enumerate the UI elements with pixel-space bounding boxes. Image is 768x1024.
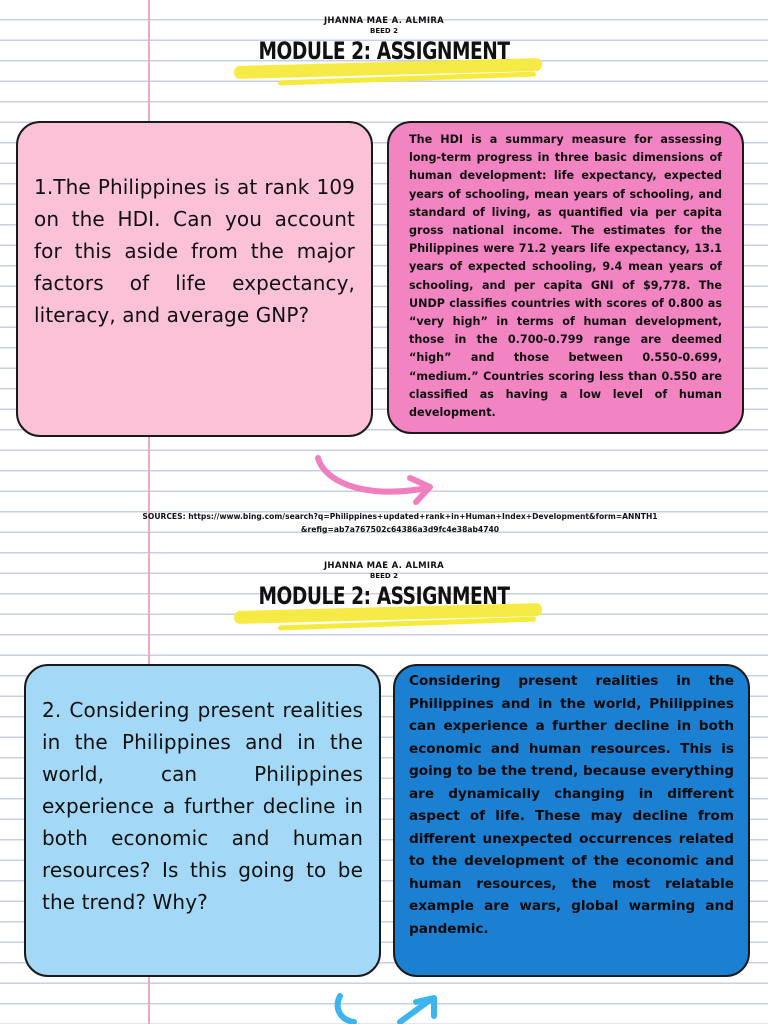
answer-card-1 bbox=[387, 121, 744, 434]
answer-text-2: Considering present realities in the Philippines and in the world, Philippines can experience a further decline in both economic and human resources. This is going to be the trend, because everything are dynamically changing in different aspect of life. These may decline from different unexpected occurrences related to the development of the economic and human resources, the most relatable example are wars, global warming and pandemic. bbox=[409, 673, 734, 937]
author-name: JHANNA MAE A. ALMIRA bbox=[323, 16, 445, 26]
question-text-2: 2. Considering present realities in the Philippines and in the world, can Philippines experience a further decline in both economic and human resources? Is this going to be the trend? Why? bbox=[42, 698, 363, 914]
page-title: MODULE 2: ASSIGNMENT bbox=[258, 37, 510, 65]
curved-arrow-icon-2 bbox=[330, 990, 450, 1024]
course-label: BEED 2 bbox=[369, 572, 399, 580]
header-section-1 bbox=[0, 16, 768, 65]
curved-arrow-icon bbox=[310, 450, 440, 510]
header-section-2 bbox=[0, 561, 768, 610]
sources-text: SOURCES: https://www.bing.com/search?q=Philippines+updated+rank+in+Human+Index+Development&form=ANNTH1&refig=ab7a767502c64386a3d9fc4e38ab4740 bbox=[142, 512, 658, 534]
title-wrap bbox=[238, 37, 530, 65]
question-card-1 bbox=[16, 121, 373, 437]
author-name: JHANNA MAE A. ALMIRA bbox=[323, 561, 445, 571]
course-label: BEED 2 bbox=[369, 27, 399, 35]
answer-card-2 bbox=[393, 664, 750, 977]
question-card-2 bbox=[24, 664, 381, 977]
page-title: MODULE 2: ASSIGNMENT bbox=[258, 582, 510, 610]
title-wrap bbox=[238, 582, 530, 610]
answer-text-1: The HDI is a summary measure for assessing long-term progress in three basic dimensions of human development: life expectancy, expected years of schooling, mean years of schooling, and standard of living, as quantified via per capita gross national income. The estimates for the Philippines were 71.2 years life expectancy, 13.1 years of expected schooling, 9.4 mean years of schooling, and per capita GNI of $9,778. The UNDP classifies countries with scores of 0.800 as “very high” in terms of human development, those in the 0.700-0.799 range are deemed “high” and those between 0.550-0.699, “medium.” Countries scoring less than 0.550 are classified as having a low level of human development. bbox=[409, 133, 722, 420]
question-text-1: 1.The Philippines is at rank 109 on the HDI. Can you account for this aside from the major factors of life expectancy, literacy, and average GNP? bbox=[34, 175, 355, 327]
